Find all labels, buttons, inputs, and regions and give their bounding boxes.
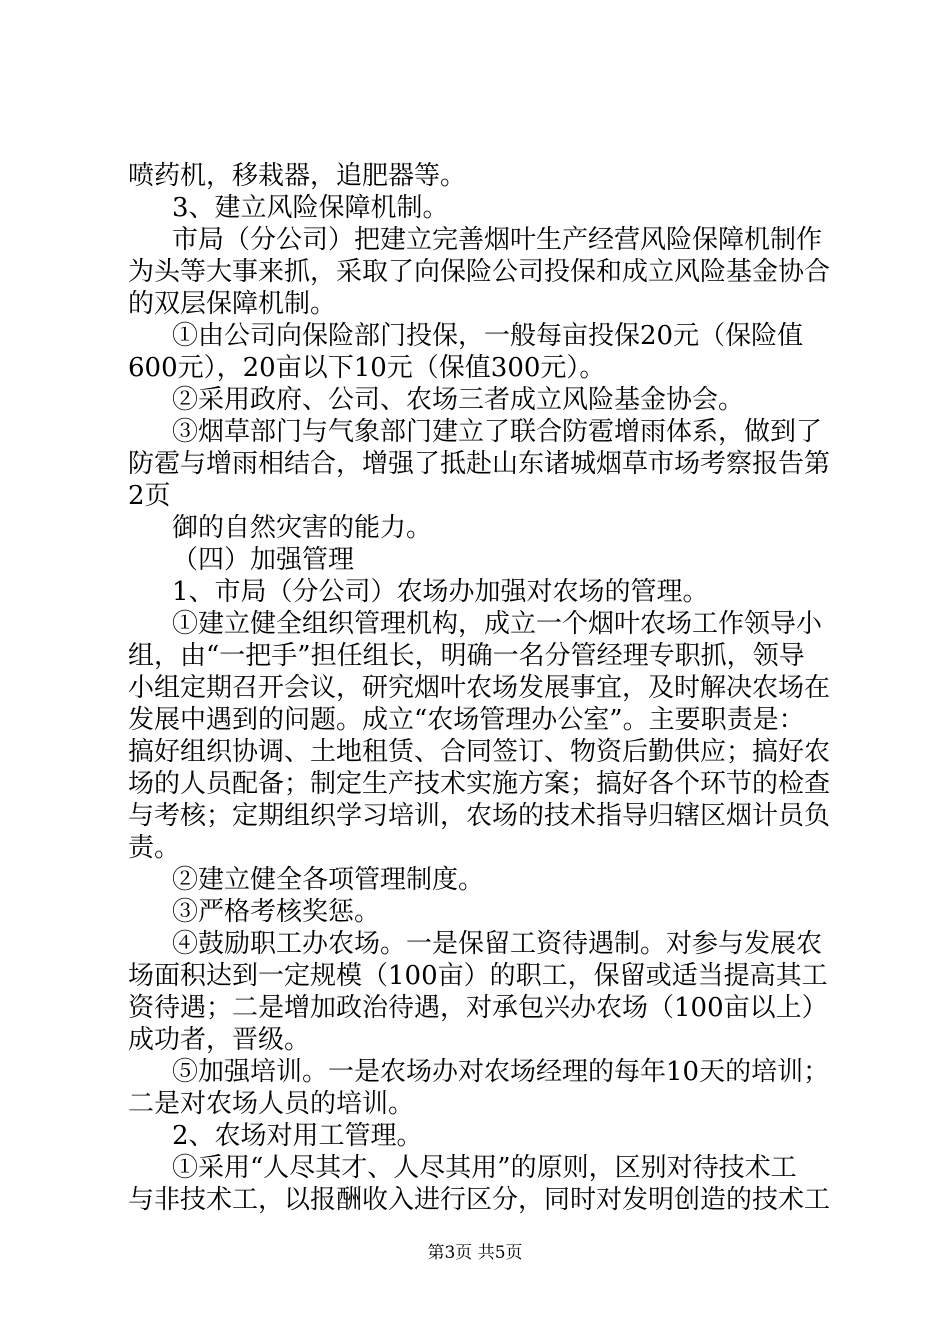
list-item-continuation: 与考核；定期组织学习培训，农场的技术指导归辖区烟计员负 bbox=[128, 801, 831, 831]
list-item: ③烟草部门与气象部门建立了联合防雹增雨体系，做到了 bbox=[172, 417, 823, 447]
list-item: ②采用政府、公司、农场三者成立风险基金协会。 bbox=[172, 385, 745, 415]
text-line: 喷药机，移栽器，追肥器等。 bbox=[128, 161, 467, 191]
list-item-continuation: 发展中遇到的问题。成立“农场管理办公室”。主要职责是： bbox=[128, 705, 805, 735]
list-item-continuation: 责。 bbox=[128, 833, 181, 863]
list-item-continuation: 搞好组织协调、土地租赁、合同签订、物资后勤供应；搞好农 bbox=[128, 737, 831, 767]
list-item: ④鼓励职工办农场。一是保留工资待遇制。对参与发展农 bbox=[172, 929, 823, 959]
list-item-continuation: 二是对农场人员的培训。 bbox=[128, 1089, 415, 1119]
list-item-continuation: 组，由“一把手”担任组长，明确一名分管经理专职抓，领导 bbox=[128, 641, 805, 671]
list-item: ①由公司向保险部门投保，一般每亩投保20元（保险值 bbox=[172, 321, 804, 351]
list-item-continuation: 资待遇；二是增加政治待遇，对承包兴办农场（100亩以上） bbox=[128, 993, 828, 1023]
section-heading: （四）加强管理 bbox=[172, 545, 355, 575]
paragraph-line: 为头等大事来抓，采取了向保险公司投保和成立风险基金协合 bbox=[128, 257, 831, 287]
subsection-heading: 2、农场对用工管理。 bbox=[172, 1121, 423, 1151]
list-item-continuation: 与非技术工，以报酬收入进行区分，同时对发明创造的技术工 bbox=[128, 1185, 831, 1215]
list-item-continuation: 小组定期召开会议，研究烟叶农场发展事宜，及时解决农场在 bbox=[128, 673, 831, 703]
list-item: ①采用“人尽其才、人尽其用”的原则，区别对待技术工 bbox=[172, 1153, 797, 1183]
document-body bbox=[128, 160, 831, 1216]
paragraph-line: 御的自然灾害的能力。 bbox=[172, 513, 433, 543]
section-heading: 3、建立风险保障机制。 bbox=[172, 193, 449, 223]
page-reference-line: 2页 bbox=[128, 481, 171, 511]
list-item-continuation: 场面积达到一定规模（100亩）的职工，保留或适当提高其工 bbox=[128, 961, 828, 991]
list-item-continuation: 成功者，晋级。 bbox=[128, 1025, 311, 1055]
list-item-continuation: 场的人员配备；制定生产技术实施方案；搞好各个环节的检查 bbox=[128, 769, 831, 799]
list-item: ③严格考核奖惩。 bbox=[172, 897, 381, 927]
page-number-footer: 第3页 共5页 bbox=[427, 1243, 523, 1263]
list-item-continuation: 600元），20亩以下10元（保值300元）。 bbox=[128, 353, 606, 383]
list-item: ⑤加强培训。一是农场办对农场经理的每年10天的培训； bbox=[172, 1057, 830, 1087]
list-item: ①建立健全组织管理机构，成立一个烟叶农场工作领导小 bbox=[172, 609, 823, 639]
paragraph-line: 的双层保障机制。 bbox=[128, 289, 337, 319]
paragraph-line: 市局（分公司）把建立完善烟叶生产经营风险保障机制作 bbox=[172, 225, 823, 255]
subsection-heading: 1、市局（分公司）农场办加强对农场的管理。 bbox=[172, 577, 709, 607]
list-item: ②建立健全各项管理制度。 bbox=[172, 865, 485, 895]
list-item-continuation: 防雹与增雨相结合，增强了抵赴山东诸城烟草市场考察报告第 bbox=[128, 449, 831, 479]
